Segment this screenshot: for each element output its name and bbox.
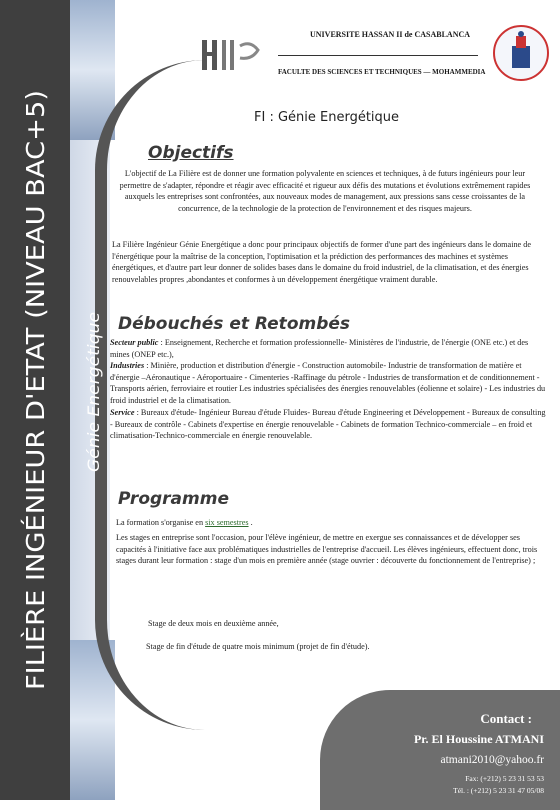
contact-title: Contact : — [480, 711, 532, 726]
public-text: : Enseignement, Recherche et formation professionnelle- Ministères de l'industrie, de l'énergie (ONE etc.) et des mines (ONEP etc.), — [110, 338, 529, 359]
program-title: FI : Génie Energétique — [254, 110, 400, 125]
vertical-subtitle — [74, 300, 110, 480]
programme-stages: Les stages en entreprise sont l'occasion, pour l'élève ingénieur, de mettre en exergue ses connaissances et de développer ses capacités à l'initiative face aux problématiques industrielles de l'entreprise d'accueil. Les élèves ingénieurs, effectuent donc, trois stages durant leur formation : stage d'un mois en première année (stage ouvrier : découverte du fonctionnement de l'entreprise) ; — [116, 533, 538, 565]
university-logo — [200, 34, 264, 76]
contact-tel: Tél. : (+212) 5 23 31 47 05/08 — [453, 786, 544, 795]
objectifs-paragraph-2: La Filière Ingénieur Génie Energétique a donc pour principaux objectifs de former d'une part des ingénieurs dans le domaine de l'énergétique pour la maîtrise de la conception, l'optimisation et la prédiction des performances des machines et systèmes énergétiques, et d'autre part leur donner de solides bases dans le domaine du froid industriel, de la climatisation, et des énergies renouvelables propres ,abondantes et conformes à un développement énergétique vraiment durable. — [112, 240, 531, 284]
programme-stage-3: Stage de fin d'étude de quatre mois minimum (projet de fin d'étude). — [146, 642, 370, 651]
industries-text: : Minière, production et distribution d'énergie - Construction automobile- Industrie de transformation de matière et d'énergie –Aéronautique - Aéroportuaire - Cimenteries -Raffinage du pétrole - Industries de transformation et de conditionnement - Transports aérien, ferroviaire et routier Les industries spécialisées des énergies renouvelables (éolienne et solaire) - Les industries du froid industriel et de la climatisation. — [110, 361, 546, 405]
programme-intro — [116, 517, 536, 529]
programme-intro-prefix: La formation s'organise en — [116, 518, 206, 527]
faculty-seal — [492, 20, 550, 86]
industries-label: Industries — [110, 361, 145, 370]
objectifs-paragraph-1: L'objectif de La Filière est de donner une formation polyvalente en sciences et techniques, à de futurs ingénieurs pour leur permettre de s'adapter, répondre et réagir avec efficacité et rigueur aux défis des mutations et évolutions extrêmement rapides auxquels les entreprises sont confrontées, aux nouveaux modes de management, aux pressions sans cesse croissantes de la concurrence, de la technologie de la protection de l'environnement et des risques majeurs. — [119, 169, 531, 213]
contact-name: Pr. El Houssine ATMANI — [413, 732, 544, 746]
programme-stage-2: Stage de deux mois en deuxième année, — [148, 619, 279, 628]
section-title-debouches: Débouchés et Retombés — [118, 314, 351, 334]
faculty-name: FACULTE DES SCIENCES ET TECHNIQUES — MOHAMMEDIA — [278, 68, 486, 76]
header-divider — [278, 55, 478, 56]
contact-email[interactable]: atmani2010@yahoo.fr — [440, 754, 544, 766]
debouches-service — [110, 407, 546, 442]
university-name: UNIVERSITE HASSAN II de CASABLANCA — [310, 30, 471, 39]
public-label: Secteur public — [110, 338, 159, 347]
contact-fax: Fax: (+212) 5 23 31 53 53 — [465, 774, 544, 783]
section-title-objectifs: Objectifs — [148, 143, 234, 163]
debouches-public-industries — [110, 337, 546, 406]
programme-intro-suffix: . — [248, 518, 253, 527]
service-label: Service — [110, 408, 135, 417]
section-title-programme: Programme — [118, 489, 229, 509]
service-text: : Bureaux d'étude- Ingénieur Bureau d'étude Fluides- Bureau d'étude Engineering et Développement - Bureaux de consulting - Bureaux de contrôle - Cabinets d'expertise en énergie renouvelable - Cabinets de formation Technico-commerciale – en froid et climatisation-Technico-commerciale en énergie renouvelable. — [110, 408, 546, 440]
vertical-title-text: FILIÈRE INGÉNIEUR D'ETAT (NIVEAU BAC+5) — [21, 139, 50, 690]
six-semestres-link[interactable]: six semestres — [205, 518, 249, 527]
vertical-title — [4, 0, 66, 800]
header — [200, 20, 550, 90]
vertical-subtitle-text: Génie Energétique — [84, 322, 103, 472]
